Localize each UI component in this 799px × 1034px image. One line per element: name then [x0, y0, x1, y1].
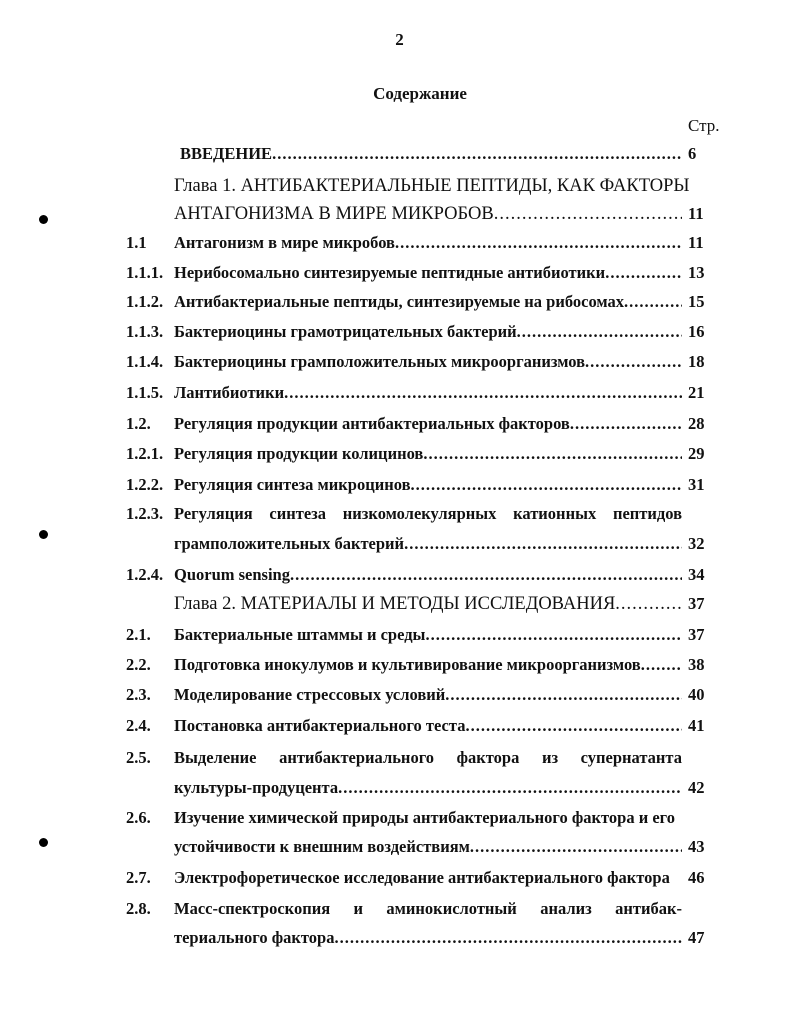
toc-entry-text: Quorum sensing ..... — [174, 561, 682, 589]
toc-entry — [0, 681, 799, 709]
toc-entry-number: 1.1.4. — [126, 352, 164, 371]
toc-entry-number: 2.4. — [126, 716, 151, 735]
toc-entry-page: 38 — [688, 655, 705, 674]
toc-entry-text: Бактериоцины грамположительных микроорганизмов ..... — [174, 348, 682, 376]
toc-entry-number: 1.2.2. — [126, 475, 164, 494]
toc-entry — [0, 500, 799, 528]
toc-entry-page: 37 — [688, 594, 705, 613]
toc-entry — [0, 348, 799, 376]
toc-entry — [0, 774, 799, 802]
toc-entry-page: 43 — [688, 837, 705, 856]
toc-entry-page: 18 — [688, 352, 705, 371]
toc-entry-page: 47 — [688, 928, 705, 947]
toc-entry-page: 21 — [688, 383, 705, 402]
toc-entry-number: 1.1.5. — [126, 383, 164, 402]
toc-entry-page: 13 — [688, 263, 705, 282]
toc-chapter-heading — [0, 172, 799, 200]
toc-entry-text: Подготовка инокулумов и культивирование микроорганизмов ..... — [174, 651, 682, 679]
toc-entry-number: 2.1. — [126, 625, 151, 644]
toc-entry-number: 1.1.3. — [126, 322, 164, 341]
toc-entry-page: 41 — [688, 716, 705, 735]
toc-entry-page: 28 — [688, 414, 705, 433]
toc-entry-page: 34 — [688, 565, 705, 584]
toc-entry-text: Нерибосомально синтезируемые пептидные антибиотики ..... — [174, 259, 682, 287]
toc-entry-page: 11 — [688, 204, 704, 223]
toc-entry-text: АНТАГОНИЗМА В МИРЕ МИКРОБОВ ..... — [174, 200, 682, 228]
toc-entry-page: 15 — [688, 292, 705, 311]
toc-entry-number: 2.8. — [126, 899, 151, 918]
toc-entry — [0, 379, 799, 407]
toc-entry-text: Глава 1. АНТИБАКТЕРИАЛЬНЫЕ ПЕПТИДЫ, КАК ФАКТОРЫ — [174, 176, 690, 196]
toc-entry-text: культуры-продуцента ..... — [174, 774, 682, 802]
toc-entry-text: Выделение антибактериального фактора из супернатанта — [174, 748, 682, 767]
toc-entry — [0, 440, 799, 468]
toc-entry-number: 2.2. — [126, 655, 151, 674]
toc-entry — [0, 229, 799, 257]
toc-entry-text: Регуляция синтеза микроцинов ..... — [174, 471, 682, 499]
toc-entry — [0, 561, 799, 589]
toc-entry-number: 1.1 — [126, 233, 147, 252]
toc-entry — [0, 833, 799, 861]
toc-entry — [0, 259, 799, 287]
toc-entry-page: 40 — [688, 685, 705, 704]
toc-chapter-heading — [0, 590, 799, 618]
toc-entry — [0, 924, 799, 952]
toc-entry — [0, 744, 799, 772]
toc-entry-text: Масс-спектроскопия и аминокислотный анализ антибак- — [174, 899, 682, 918]
toc-entry-number: 1.2. — [126, 414, 151, 433]
toc-entry-page: 6 — [688, 144, 697, 163]
toc-entry-text: Регуляция синтеза низкомолекулярных катионных пептидов — [174, 504, 682, 523]
toc-entry-text: Антибактериальные пептиды, синтезируемые на рибосомах ..... — [174, 288, 682, 316]
toc-entry-page: 37 — [688, 625, 705, 644]
toc-entry-text: Регуляция продукции колицинов ..... — [174, 440, 682, 468]
page-title: Содержание — [373, 84, 467, 103]
toc-entry-text: Изучение химической природы антибактериального фактора и его — [174, 808, 676, 827]
toc-entry-text: грамположительных бактерий ..... — [174, 530, 682, 558]
toc-entry-text: устойчивости к внешним воздействиям ..... — [174, 833, 682, 861]
toc-entry — [0, 410, 799, 438]
toc-entry-text: Электрофоретическое исследование антибактериального фактора — [174, 868, 670, 887]
toc-entry — [0, 530, 799, 558]
toc-entry-text: Регуляция продукции антибактериальных факторов ..... — [174, 410, 682, 438]
page-column-header: Стр. — [688, 116, 720, 135]
toc-entry-text: Бактериоцины грамотрицательных бактерий ..... — [174, 318, 682, 346]
toc-entry-page: 42 — [688, 778, 705, 797]
toc-entry — [0, 864, 799, 892]
toc-entry-number: 1.1.1. — [126, 263, 164, 282]
toc-entry-text: Постановка антибактериального теста ..... — [174, 712, 682, 740]
toc-entry — [0, 471, 799, 499]
toc-entry — [0, 318, 799, 346]
toc-entry-text: Моделирование стрессовых условий ..... — [174, 681, 682, 709]
toc-entry — [0, 140, 799, 168]
toc-entry-page: 46 — [688, 868, 705, 887]
toc-entry-number: 1.2.1. — [126, 444, 164, 463]
toc-entry-text: Глава 2. МАТЕРИАЛЫ И МЕТОДЫ ИССЛЕДОВАНИЯ ..... — [174, 590, 682, 618]
toc-entry — [0, 621, 799, 649]
toc-entry-number: 2.7. — [126, 868, 151, 887]
toc-entry-number: 2.3. — [126, 685, 151, 704]
toc-entry — [0, 651, 799, 679]
toc-entry — [0, 895, 799, 923]
toc-entry-number: 2.5. — [126, 748, 151, 767]
toc-entry-text: Антагонизм в мире микробов ..... — [174, 229, 682, 257]
toc-entry-number: 2.6. — [126, 808, 151, 827]
toc-entry-page: 16 — [688, 322, 705, 341]
toc-entry-number: 1.2.4. — [126, 565, 164, 584]
toc-entry-page: 29 — [688, 444, 705, 463]
toc-entry — [0, 288, 799, 316]
toc-entry-text: ВВЕДЕНИЕ ..... — [180, 140, 682, 168]
page-number: 2 — [395, 30, 404, 49]
toc-entry-page: 32 — [688, 534, 705, 553]
toc-entry-text: Лантибиотики ..... — [174, 379, 682, 407]
toc-entry-number: 1.1.2. — [126, 292, 164, 311]
toc-entry — [0, 804, 799, 832]
toc-chapter-heading — [0, 200, 799, 228]
toc-entry-text: териального фактора ..... — [174, 924, 682, 952]
toc-entry-number: 1.2.3. — [126, 504, 164, 523]
toc-entry-page: 31 — [688, 475, 705, 494]
toc-entry-text: Бактериальные штаммы и среды ..... — [174, 621, 682, 649]
toc-entry-page: 11 — [688, 233, 704, 252]
toc-entry — [0, 712, 799, 740]
